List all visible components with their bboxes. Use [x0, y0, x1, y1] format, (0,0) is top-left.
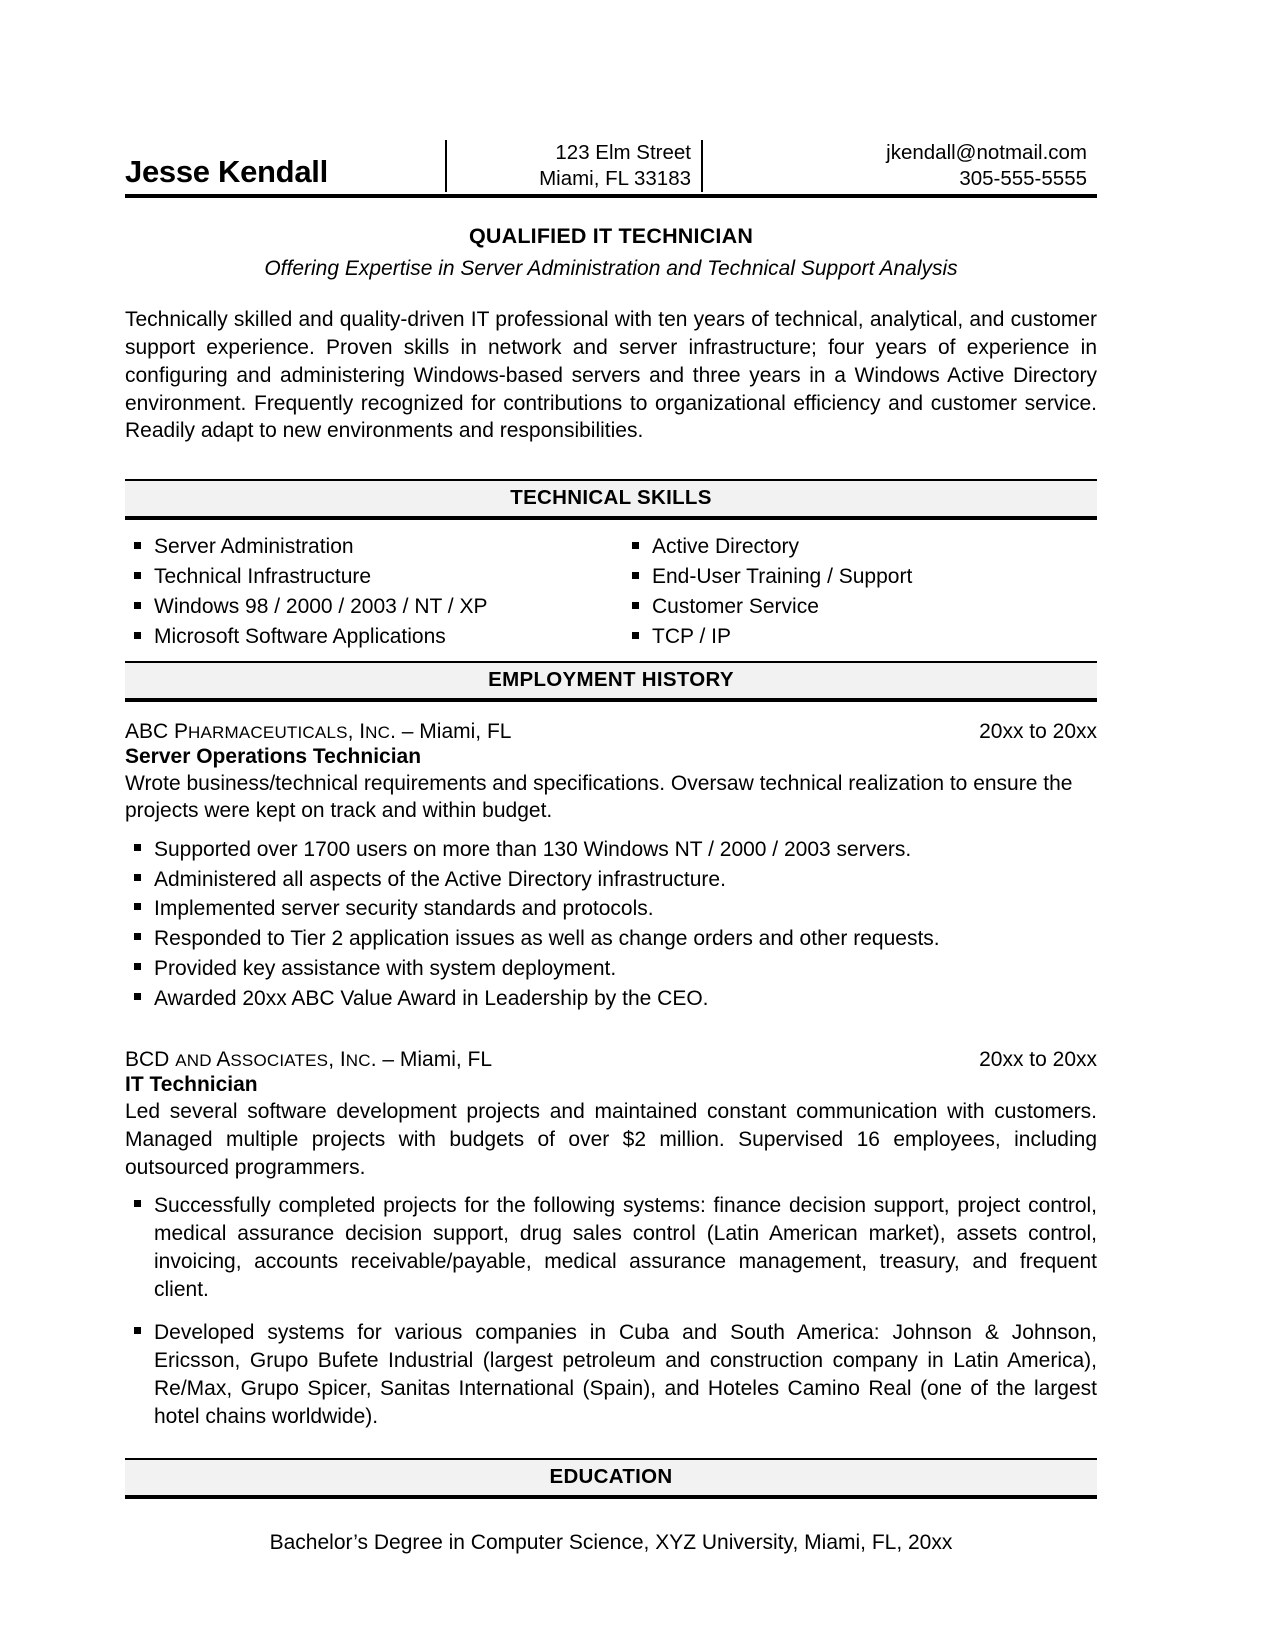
employment-dates: 20xx to 20xx: [979, 1048, 1097, 1072]
square-bullet-icon: [134, 1200, 141, 1207]
skill-label: Active Directory: [652, 535, 800, 559]
company-name-smallcaps: AND: [175, 1051, 212, 1071]
bullet-text: Supported over 1700 users on more than 130 Windows NT / 2000 / 2003 servers.: [154, 838, 912, 861]
skill-label: Customer Service: [652, 594, 819, 618]
candidate-name: Jesse Kendall: [125, 153, 328, 189]
square-bullet-icon: [134, 903, 141, 910]
bullet-text: Responded to Tier 2 application issues as well as change orders and other requests.: [154, 927, 940, 951]
company-name-part: . – Miami, FL: [390, 719, 512, 743]
bullet-text: Developed systems for various companies in Cuba and South America: Johnson & Johnson, Ericsson, Grupo Bufete Industrial (largest petroleum and construction company in Latin America), Re/Max, Grupo Spicer, Sanitas International (Spain), and Hoteles Camino Real (one of the largest hotel chains worldwide).: [154, 1321, 1097, 1428]
skill-label: Technical Infrastructure: [154, 564, 372, 588]
list-item: [125, 564, 611, 591]
education-entry: Bachelor’s Degree in Computer Science, XYZ University, Miami, FL, 20xx: [269, 1531, 953, 1555]
skills-column-left: [125, 534, 611, 654]
headline-block: [125, 224, 1097, 281]
square-bullet-icon: [134, 963, 141, 970]
square-bullet-icon: [632, 572, 639, 579]
square-bullet-icon: [134, 844, 141, 851]
resume-header: [125, 140, 1097, 198]
job-title: Server Operations Technician: [125, 744, 422, 768]
phone-number: 305-555-5555: [959, 167, 1087, 191]
name-cell: [125, 140, 445, 192]
skill-label: End-User Training / Support: [652, 564, 913, 588]
list-item: [125, 925, 1097, 953]
square-bullet-icon: [134, 572, 141, 579]
employment-entry: [125, 720, 1097, 1013]
list-item: [125, 534, 611, 561]
list-item: [125, 895, 1097, 923]
company-name: [125, 720, 511, 744]
skill-label: TCP / IP: [652, 624, 731, 648]
bullet-text: Implemented server security standards and protocols.: [154, 897, 654, 921]
skill-label: Server Administration: [154, 535, 354, 559]
job-title: IT Technician: [125, 1073, 258, 1097]
list-item: [632, 594, 1097, 621]
bullet-text: Administered all aspects of the Active Directory infrastructure.: [154, 867, 726, 891]
email-address[interactable]: jkendall@notmail.com: [886, 141, 1087, 164]
list-item: [125, 955, 1097, 983]
square-bullet-icon: [134, 874, 141, 881]
professional-summary: Technically skilled and quality-driven IT professional with ten years of technical, analytical, and customer support experience. Proven skills in network and server infrastructure; four years of experience in configuring and administering Windows-based servers and three years in a Windows Active Directory environment. Frequently recognized for contributions to organizational efficiency and customer service. Readily adapt to new environments and responsibilities.: [125, 308, 1097, 443]
section-heading-education: EDUCATION: [125, 1458, 1097, 1499]
list-item: [125, 1192, 1097, 1303]
professional-title: QUALIFIED IT TECHNICIAN: [468, 224, 754, 249]
skill-label: Windows 98 / 2000 / 2003 / NT / XP: [154, 594, 488, 618]
list-item: [125, 836, 1097, 864]
square-bullet-icon: [134, 542, 141, 549]
square-bullet-icon: [134, 602, 141, 609]
bullet-text: Successfully completed projects for the following systems: finance decision support, project control, medical assurance decision support, drug sales control (Latin American market), assets control, invoicing, accounts receivable/payable, medical assurance management, treasury, and frequent client.: [154, 1194, 1097, 1301]
square-bullet-icon: [134, 993, 141, 1000]
list-item: [125, 624, 611, 651]
job-bullet-list: [125, 1192, 1097, 1430]
list-item: [125, 985, 1097, 1013]
contact-block: [701, 140, 1097, 192]
company-name-part: BCD: [125, 1048, 176, 1072]
square-bullet-icon: [632, 602, 639, 609]
list-item: [125, 1319, 1097, 1430]
address-line-1: 123 Elm Street: [555, 141, 691, 164]
list-item: [125, 866, 1097, 894]
employment-entry-header: [125, 1048, 1097, 1072]
company-name-smallcaps: SSOCIATES: [230, 1051, 329, 1071]
company-name-smallcaps: HARMACEUTICALS: [188, 722, 348, 742]
employment-dates: 20xx to 20xx: [979, 719, 1097, 743]
company-name-smallcaps: NC: [345, 1051, 371, 1071]
square-bullet-icon: [134, 632, 141, 639]
list-item: [125, 594, 611, 621]
job-bullet-list: [125, 836, 1097, 1012]
company-name-part: ABC P: [125, 719, 189, 743]
technical-skills-list: [125, 534, 1097, 654]
list-item: [632, 624, 1097, 651]
employment-entry-header: [125, 720, 1097, 744]
bullet-text: Provided key assistance with system deployment.: [154, 956, 617, 980]
section-heading-technical-skills: TECHNICAL SKILLS: [125, 479, 1097, 520]
square-bullet-icon: [134, 933, 141, 940]
square-bullet-icon: [632, 542, 639, 549]
company-name-part: , I: [347, 719, 366, 743]
list-item: [632, 564, 1097, 591]
square-bullet-icon: [134, 1327, 141, 1334]
address-line-2: Miami, FL 33183: [539, 167, 691, 191]
skills-column-right: [611, 534, 1097, 654]
square-bullet-icon: [632, 632, 639, 639]
employment-entry: [125, 1048, 1097, 1430]
company-name-smallcaps: NC: [365, 722, 391, 742]
job-description: Wrote business/technical requirements and specifications. Oversaw technical realization to ensure the projects were kept on track and within budget.: [125, 771, 1073, 823]
job-description: Led several software development projects and maintained constant communication with customers. Managed multiple projects with budgets of over $2 million. Supervised 16 employees, including outsourced programmers.: [125, 1100, 1097, 1179]
section-heading-employment-history: EMPLOYMENT HISTORY: [125, 661, 1097, 702]
bullet-text: Awarded 20xx ABC Value Award in Leadership by the CEO.: [154, 986, 709, 1010]
company-name-part: . – Miami, FL: [370, 1048, 493, 1072]
company-name-part: A: [211, 1048, 231, 1072]
professional-subtitle: Offering Expertise in Server Administration and Technical Support Analysis: [264, 257, 958, 281]
company-name-part: , I: [328, 1048, 346, 1072]
list-item: [632, 534, 1097, 561]
skill-label: Microsoft Software Applications: [154, 624, 446, 648]
address-block: [445, 140, 701, 192]
company-name: [125, 1048, 492, 1072]
